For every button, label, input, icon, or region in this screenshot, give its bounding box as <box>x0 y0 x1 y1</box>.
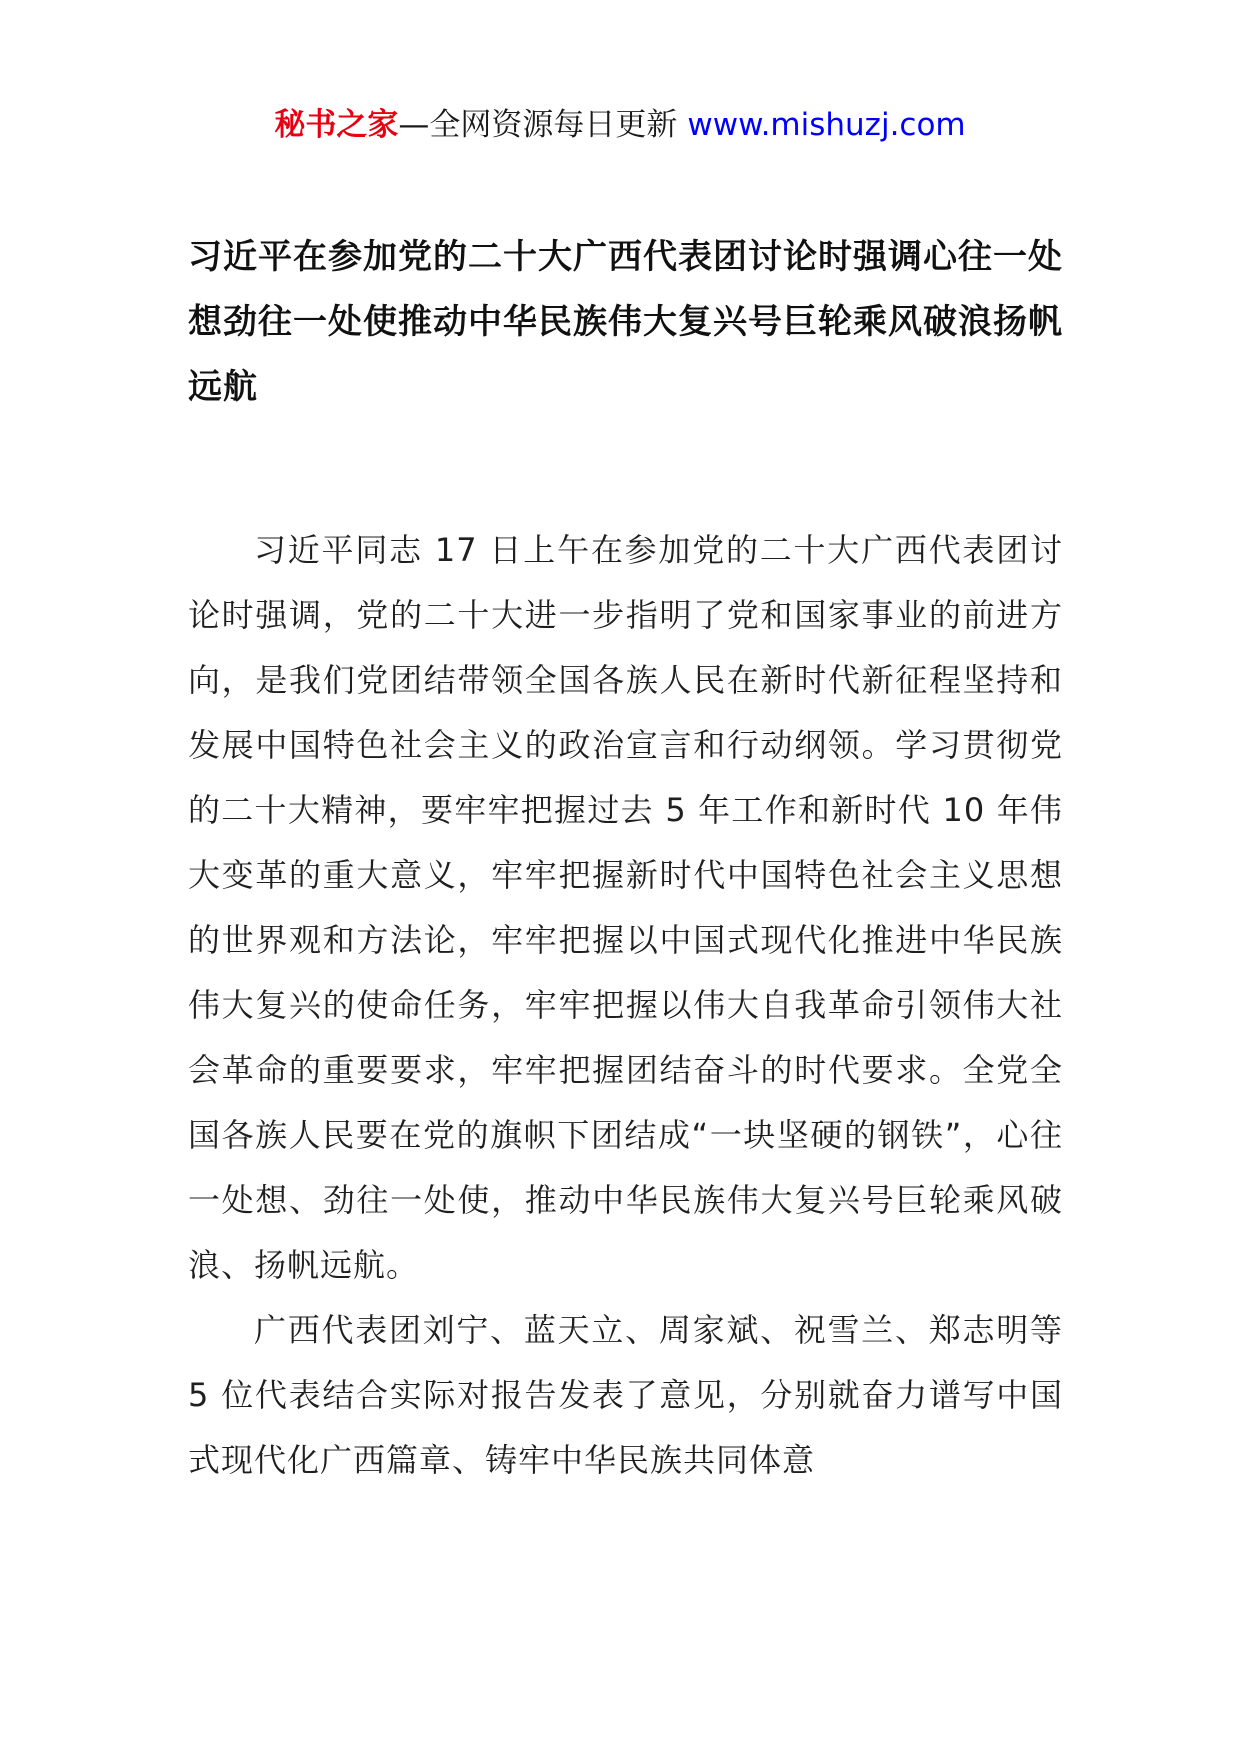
brand-name: 秘书之家 <box>274 107 399 143</box>
document-title: 习近平在参加党的二十大广西代表团讨论时强调心往一处想劲往一处使推动中华民族伟大复兴号巨轮乘风破浪扬帆远航 <box>188 237 1063 407</box>
site-header <box>0 100 1240 150</box>
document-body <box>188 518 1063 1493</box>
paragraph-1: 习近平同志 17 日上午在参加党的二十大广西代表团讨论时强调，党的二十大进一步指明了党和国家事业的前进方向，是我们党团结带领全国各族人民在新时代新征程坚持和发展中国特色社会主义的政治宣言和行动纲领。学习贯彻党的二十大精神，要牢牢把握过去 5 年工作和新时代 10 年伟大变革的重大意义，牢牢把握新时代中国特色社会主义思想的世界观和方法论，牢牢把握以中国式现代化推进中华民族伟大复兴的使命任务，牢牢把握以伟大自我革命引领伟大社会革命的重要要求，牢牢把握团结奋斗的时代要求。全党全国各族人民要在党的旗帜下团结成“一块坚硬的钢铁”，心往一处想、劲往一处使，推动中华民族伟大复兴号巨轮乘风破浪、扬帆远航。 <box>188 531 1063 1284</box>
site-url-link[interactable]: www.mishuzj.com <box>687 107 966 143</box>
header-dash: — <box>398 107 430 143</box>
header-slogan: 全网资源每日更新 <box>429 107 678 143</box>
paragraph-2: 广西代表团刘宁、蓝天立、周家斌、祝雪兰、郑志明等 5 位代表结合实际对报告发表了意见，分别就奋力谱写中国式现代化广西篇章、铸牢中华民族共同体意 <box>188 1311 1063 1479</box>
